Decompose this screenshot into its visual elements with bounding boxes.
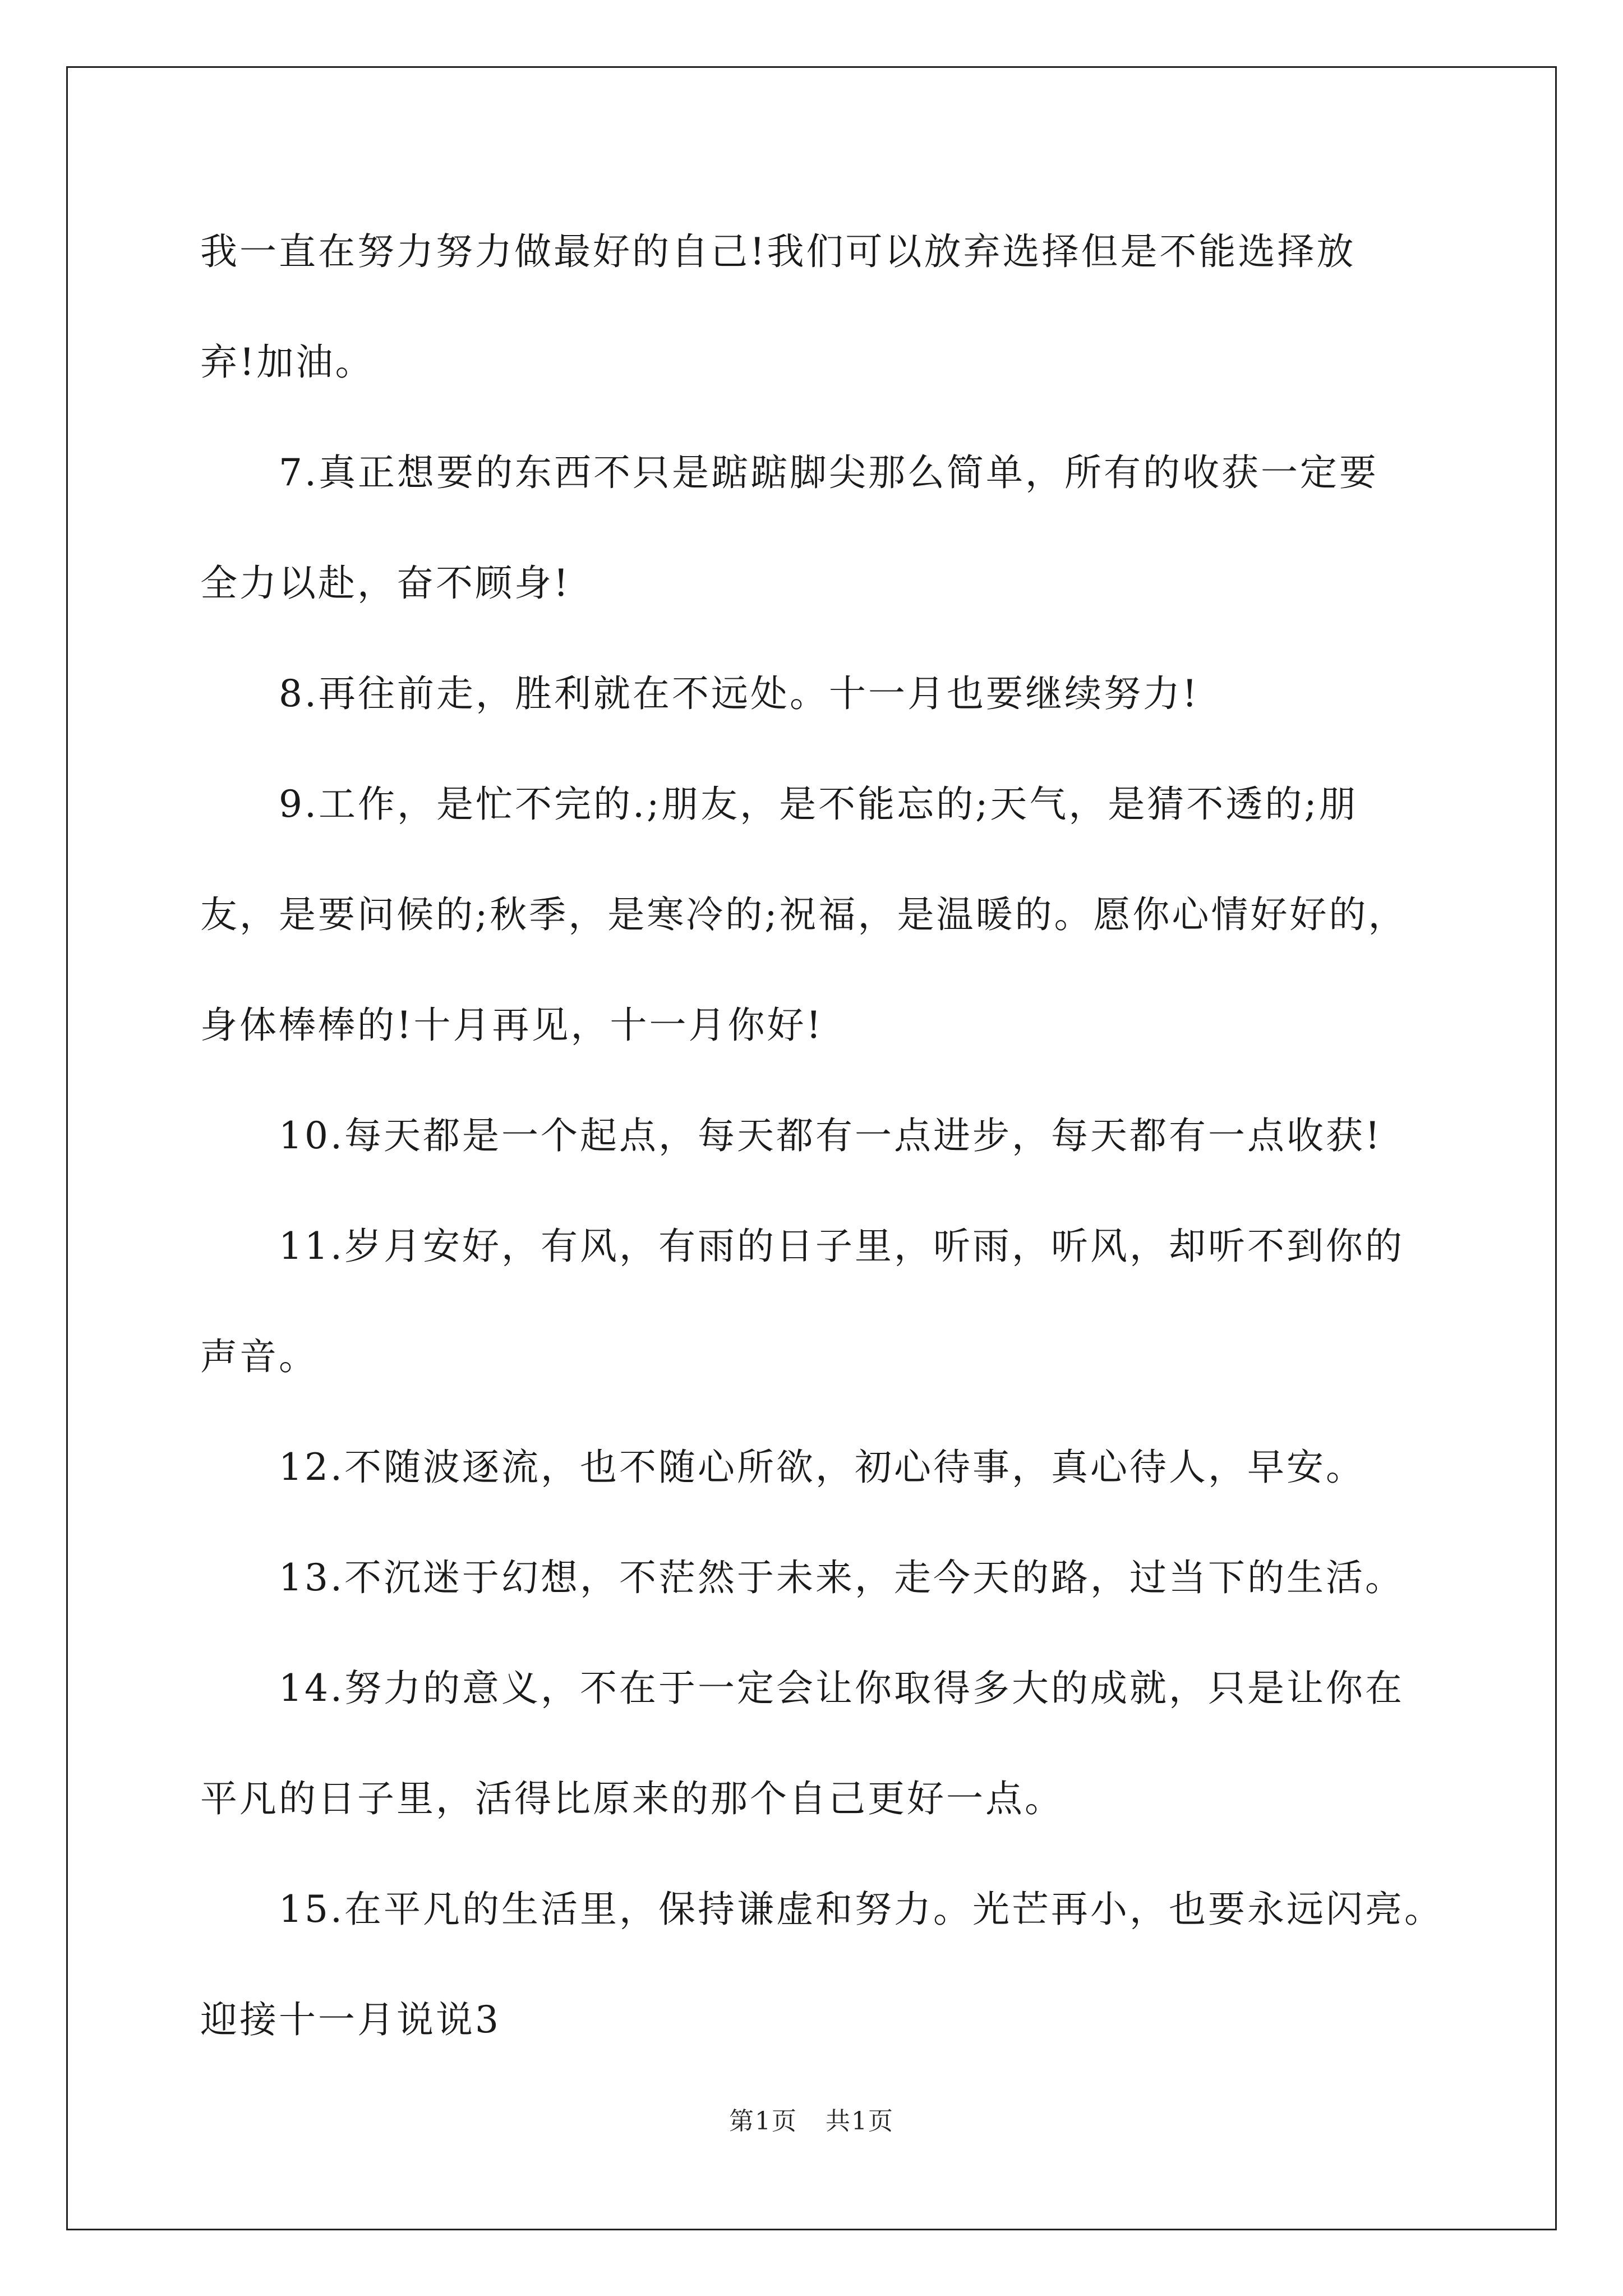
text-line: 13.不沉迷于幻想，不茫然于未来，走今天的路，过当下的生活。 [279,1556,1404,1599]
text-line: 身体棒棒的!十月再见，十一月你好! [200,1004,824,1047]
text-line: 7.真正想要的东西不只是踮踮脚尖那么简单，所有的收获一定要 [279,451,1378,494]
text-line: 友，是要问候的;秋季，是寒冷的;祝福，是温暖的。愿你心情好好的， [200,893,1408,936]
text-line: 9.工作，是忙不完的.;朋友，是不能忘的;天气，是猜不透的;朋 [279,783,1358,826]
text-line: 15.在平凡的生活里，保持谦虚和努力。光芒再小，也要永远闪亮。 [279,1888,1444,1931]
text-line: 8.再往前走，胜利就在不远处。十一月也要继续努力! [279,672,1200,715]
text-line: 全力以赴，奋不顾身! [200,562,571,605]
text-line: 弃!加油。 [200,341,375,384]
text-line: 声音。 [200,1335,318,1378]
page-count: 共1页 [826,2107,894,2136]
text-line: 平凡的日子里，活得比原来的那个自己更好一点。 [200,1777,1064,1820]
page-footer [0,2101,1623,2137]
text-line: 10.每天都是一个起点，每天都有一点进步，每天都有一点收获! [279,1114,1382,1157]
page-number: 第1页 [729,2107,797,2136]
text-line: 14.努力的意义，不在于一定会让你取得多大的成就，只是让你在 [279,1667,1404,1710]
text-line: 12.不随波逐流，也不随心所欲，初心待事，真心待人，早安。 [279,1446,1365,1489]
section-heading: 迎接十一月说说3 [200,1998,501,2041]
document-body [200,215,1444,2094]
text-line: 11.岁月安好，有风，有雨的日子里，听雨，听风，却听不到你的 [279,1225,1404,1268]
text-line: 我一直在努力努力做最好的自己!我们可以放弃选择但是不能选择放 [200,230,1356,273]
